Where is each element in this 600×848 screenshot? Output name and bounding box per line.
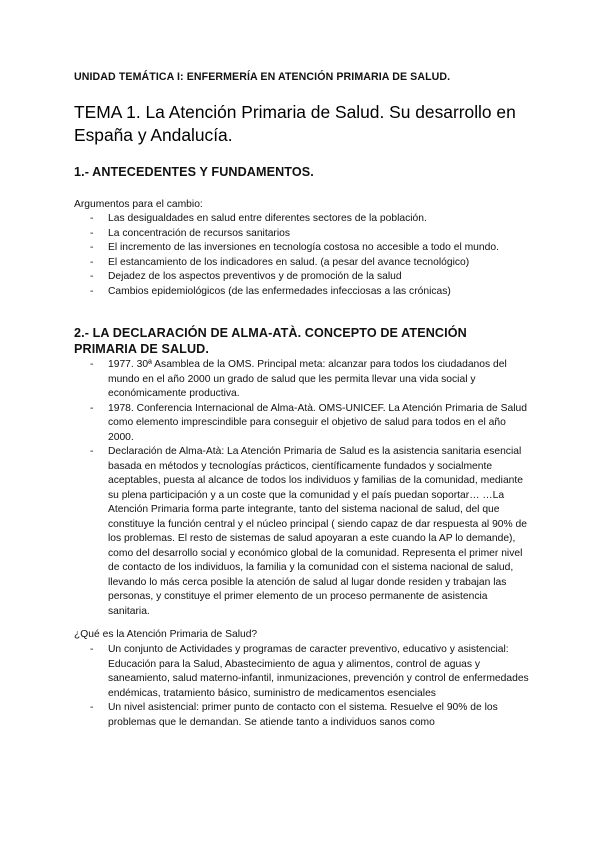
list-item: - La concentración de recursos sanitarios xyxy=(90,227,530,242)
list-item: - Cambios epidemiológicos (de las enfermedades infecciosas a las crónicas) xyxy=(90,285,530,300)
question-list xyxy=(74,643,530,730)
section-2-heading: 2.- LA DECLARACIÓN DE ALMA-ATÀ. CONCEPTO DE ATENCIÓN PRIMARIA DE SALUD. xyxy=(74,326,467,356)
tema-title: TEMA 1. La Atención Primaria de Salud. Su desarrollo en España y Andalucía. xyxy=(74,102,516,145)
list-item: - 1977. 30ª Asamblea de la OMS. Principal meta: alcanzar para todos los ciudadanos del mundo en el año 2000 un grado de salud que les permita llevar una vida social y económicamente productiva. xyxy=(90,358,530,402)
unit-title: UNIDAD TEMÁTICA I: ENFERMERÍA EN ATENCIÓN PRIMARIA DE SALUD. xyxy=(74,71,451,83)
question-heading: ¿Qué es la Atención Primaria de Salud? xyxy=(74,629,258,640)
list-item: - 1978. Conferencia Internacional de Alma-Atà. OMS-UNICEF. La Atención Primaria de Salud como elemento imprescindible para conseguir el objetivo de salud para todos en el año 2000. xyxy=(90,402,530,446)
list-item: - Un nivel asistencial: primer punto de contacto con el sistema. Resuelve el 90% de los problemas que le demandan. Se atiende tanto a individuos sanos como xyxy=(90,701,530,730)
list-item: - Las desigualdades en salud entre diferentes sectores de la población. xyxy=(90,212,530,227)
list-item: - Dejadez de los aspectos preventivos y de promoción de la salud xyxy=(90,270,530,285)
section-1-intro: Argumentos para el cambio: xyxy=(74,199,203,210)
list-item: - Un conjunto de Actividades y programas de caracter preventivo, educativo y asistencial: Educación para la Salud, Abastecimiento de agua y alimentos, control de aguas y saneamiento, salud materno-infantil, inmunizaciones, prevención y control de enfermedades endémicas, tratamiento básico, suministro de medicamentos esenciales xyxy=(90,643,530,701)
section-2-list xyxy=(74,358,530,619)
list-item: - Declaración de Alma-Atà: La Atención Primaria de Salud es la asistencia sanitaria esencial basada en métodos y tecnologías prácticos, científicamente fundados y socialmente aceptables, puesta al alcance de todos los individuos y familias de la comunidad, mediante su plena participación y a un coste que la comunidad y el país puedan soportar… …La Atención Primaria forma parte integrante, tanto del sistema nacional de salud, del que constituye la función central y el núcleo principal ( siendo capaz de dar respuesta al 90% de los problemas. El resto de sistemas de salud apoyaran a este cuando la AP lo demande), como del desarrollo social y económico global de la comunidad. Representa el primer nivel de contacto de los individuos, la familia y la comunidad con el sistema nacional de salud, llevando lo más cerca posible la atención de salud al lugar donde residen y trabajan las personas, y constituye el primer elemento de un proceso permanente de asistencia sanitaria. xyxy=(90,445,530,619)
section-1-heading: 1.- ANTECEDENTES Y FUNDAMENTOS. xyxy=(74,165,314,179)
list-item: - El incremento de las inversiones en tecnología costosa no accesible a todo el mundo. xyxy=(90,241,530,256)
list-item: - El estancamiento de los indicadores en salud. (a pesar del avance tecnológico) xyxy=(90,256,530,271)
section-1-list xyxy=(74,212,530,299)
